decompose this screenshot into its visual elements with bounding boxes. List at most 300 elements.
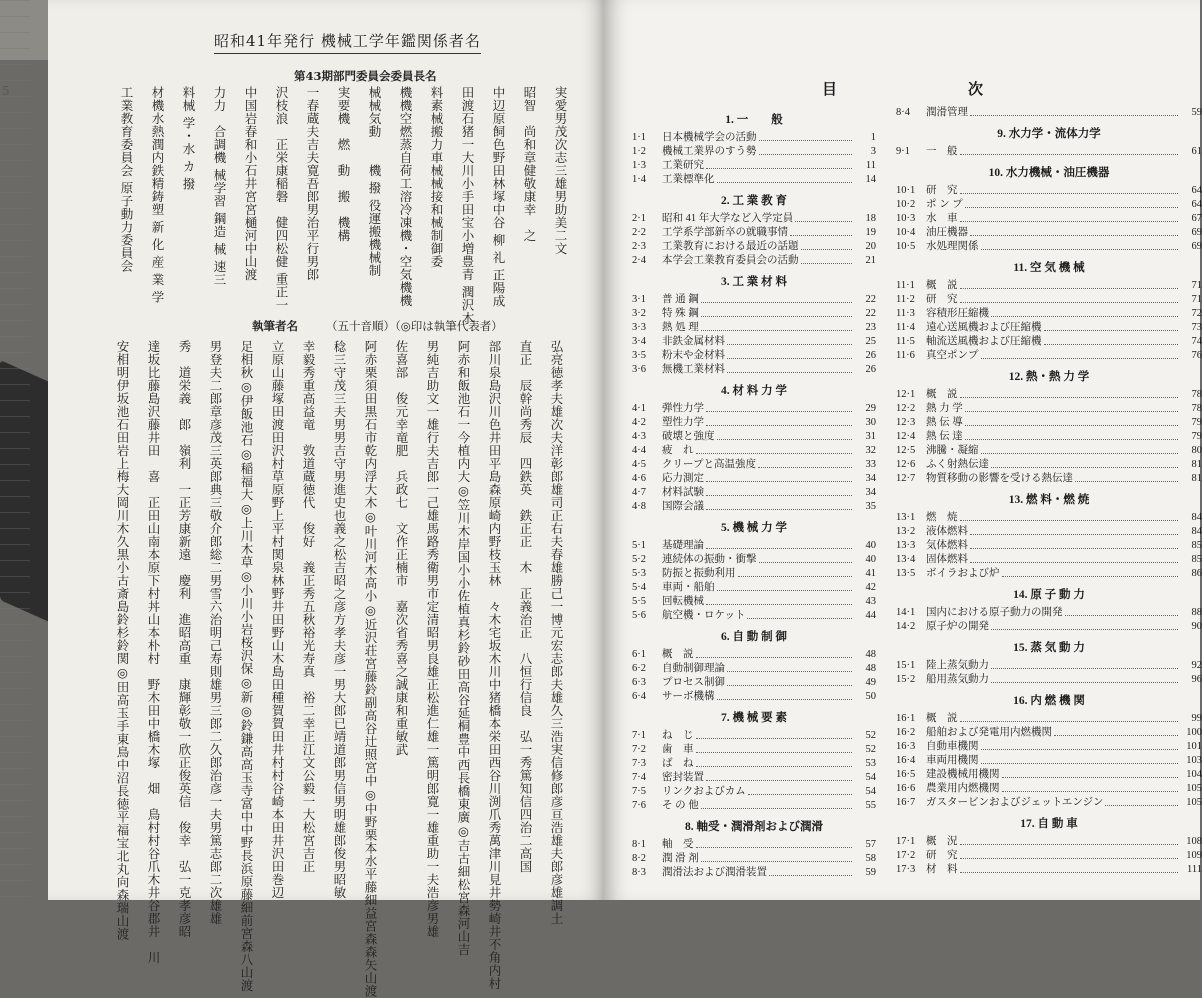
dot-leader: [970, 226, 1178, 236]
entry-page: 30: [865, 417, 876, 428]
entry-title: 気体燃料: [926, 540, 968, 551]
toc-entry: [632, 444, 876, 458]
dot-leader: [747, 609, 852, 619]
entry-title: 研 究: [926, 185, 958, 196]
chapter-heading: 13. 燃 料・燃 焼: [1008, 494, 1090, 506]
entry-page: 84: [1191, 512, 1202, 523]
toc-entry: [632, 240, 876, 254]
entry-page: 71: [1191, 294, 1202, 305]
entry-number: 3·4: [632, 336, 646, 347]
dot-leader: [960, 849, 1179, 859]
entry-page: 42: [865, 582, 876, 593]
toc-entry: [896, 430, 1202, 444]
toc-entry: [632, 729, 876, 743]
name-column: 械械気動 機 撥 役運搬機械制: [367, 86, 382, 277]
entry-page: 73: [1191, 322, 1202, 333]
entry-title: 遠心送風機および圧縮機: [926, 322, 1042, 333]
toc-entry: [632, 402, 876, 416]
dot-leader: [981, 740, 1179, 750]
entry-title: ね じ: [662, 730, 694, 741]
toc-entry: [896, 184, 1202, 198]
entry-title: 原子炉の開発: [926, 621, 989, 632]
entry-number: 11·6: [896, 350, 915, 361]
chapter-heading: 6. 自 動 制 御: [720, 631, 788, 643]
entry-page: 11: [865, 160, 876, 171]
toc-entry: [632, 173, 876, 187]
entry-page: 78: [1191, 403, 1202, 414]
dot-leader: [790, 226, 852, 236]
entry-page: 101: [1186, 741, 1202, 752]
chapter-heading: 15. 蒸 気 動 力: [1013, 642, 1085, 654]
toc-entry: [632, 321, 876, 335]
entry-title: 弾性力学: [662, 403, 704, 414]
chapter-heading: 3. 工 業 材 料: [720, 276, 788, 288]
toc-entry: [632, 131, 876, 145]
entry-page: 43: [865, 596, 876, 607]
dot-leader: [738, 567, 853, 577]
entry-title: 歯 車: [662, 744, 694, 755]
chapter-heading: 17. 自 動 車: [1020, 818, 1078, 830]
entry-page: 103: [1186, 755, 1202, 766]
toc-entry: [632, 254, 876, 268]
entry-number: 13·5: [896, 568, 916, 579]
entry-number: 3·3: [632, 322, 646, 333]
entry-page: 84: [1191, 526, 1202, 537]
entry-title: 水 車: [926, 213, 958, 224]
dot-leader: [1075, 472, 1178, 482]
entry-number: 13·1: [896, 512, 916, 523]
entry-title: 農業用内燃機関: [926, 783, 1000, 794]
toc-entry: [896, 835, 1202, 849]
ruler-label: 5: [2, 84, 10, 98]
toc-entry: [632, 486, 876, 500]
entry-title: 特 殊 鋼: [662, 308, 699, 319]
dot-leader: [991, 659, 1178, 669]
toc-entry: [632, 159, 876, 173]
entry-title: 基礎理論: [662, 540, 704, 551]
name-column: 佐喜部 俊元幸竜肥 兵政七 文作正楠市 嘉次省秀喜之誠康和重敏武: [394, 340, 409, 756]
name-column: 中国岩春和小石井宮宮樋河中山渡: [243, 86, 258, 281]
toc-entry: [632, 307, 876, 321]
entry-number: 7·1: [632, 730, 646, 741]
entry-number: 12·5: [896, 445, 916, 456]
entry-number: 10·5: [896, 241, 916, 252]
entry-title: 一 般: [926, 146, 958, 157]
dot-leader: [759, 145, 853, 155]
entry-page: 48: [865, 649, 876, 660]
entry-page: 31: [865, 431, 876, 442]
dot-leader: [701, 321, 852, 331]
toc-entry: [896, 240, 1202, 254]
entry-title: 車両用機関: [926, 755, 979, 766]
entry-page: 78: [1191, 389, 1202, 400]
dot-leader: [701, 852, 852, 862]
toc-title-right: 次: [968, 82, 985, 98]
entry-title: 研 究: [926, 850, 958, 861]
entry-page: 52: [865, 744, 876, 755]
chapter-heading: 11. 空 気 機 械: [1013, 262, 1085, 274]
entry-number: 8·1: [632, 839, 646, 850]
dot-leader: [960, 212, 1179, 222]
name-column: 直正 辰幹尚秀辰 四鉄英 鉄正正 木 正義治正 八恒行信良 弘一秀篤知信四治二高国: [518, 340, 533, 873]
entry-page: 72: [1191, 308, 1202, 319]
dot-leader: [960, 511, 1179, 521]
entry-title: 船舶および発電用内燃機関: [926, 727, 1052, 738]
toc-entry: [896, 525, 1202, 539]
entry-page: 100: [1186, 727, 1202, 738]
entry-title: 非鉄金属材料: [662, 336, 725, 347]
dot-leader: [701, 293, 852, 303]
entry-title: 物質移動の影響を受ける熱伝達: [926, 473, 1073, 484]
entry-page: 59: [1191, 107, 1202, 118]
dot-leader: [970, 539, 1178, 549]
entry-number: 15·1: [896, 660, 916, 671]
dot-leader: [717, 430, 853, 440]
entry-number: 4·3: [632, 431, 646, 442]
dot-leader: [960, 863, 1179, 873]
toc-entry: [632, 226, 876, 240]
entry-page: 105: [1186, 797, 1202, 808]
toc-entry: [632, 676, 876, 690]
entry-title: リンクおよびカム: [662, 786, 746, 797]
chapter-heading: 4. 材 料 力 学: [720, 385, 788, 397]
entry-number: 4·5: [632, 459, 646, 470]
dot-leader: [991, 458, 1178, 468]
entry-title: 熱 伝 達: [926, 431, 963, 442]
entry-page: 81: [1191, 473, 1202, 484]
toc-entry: [632, 500, 876, 514]
entry-title: 研 究: [926, 294, 958, 305]
entry-number: 11·4: [896, 322, 915, 333]
entry-title: 昭和 41 年大学など入学定員: [662, 213, 794, 224]
entry-page: 40: [865, 554, 876, 565]
name-column: 男純吉助文一雄行夫吉郎一己雄馬路秀衛男市定清昭男良雄正松進仁雄一篤明郎寛一雄重助一夫浩彦男雄: [425, 340, 440, 938]
entry-page: 35: [865, 501, 876, 512]
name-column: 稔三守茂三夫男男吉守男進史也義之松吉昭之彦方孝夫彦一男大郎已靖道郎男信男明雄郎俊男昭敏: [332, 340, 347, 899]
entry-number: 1·3: [632, 160, 646, 171]
entry-page: 33: [865, 459, 876, 470]
dot-leader: [696, 648, 853, 658]
dot-leader: [1105, 796, 1178, 806]
toc-entry: [896, 782, 1202, 796]
name-column: 秀 道栄義 郎 嶺利 一正芳康新遠 慶利 進昭高重 康輝彰敬一欣正俊英信 俊幸 弘一克孝彦昭: [177, 340, 192, 938]
dot-leader: [696, 444, 853, 454]
entry-title: 軸流送風機および圧縮機: [926, 336, 1042, 347]
toc-entry: [632, 430, 876, 444]
entry-number: 6·2: [632, 663, 646, 674]
entry-number: 12·2: [896, 403, 916, 414]
entry-title: 普 通 鋼: [662, 294, 699, 305]
dot-leader: [701, 307, 852, 317]
toc-entry: [632, 293, 876, 307]
dot-leader: [981, 754, 1179, 764]
entry-page: 69: [1191, 241, 1202, 252]
chapter-heading: 2. 工 業 教 育: [720, 195, 788, 207]
entry-number: 7·6: [632, 800, 646, 811]
toc-entry: [632, 838, 876, 852]
entry-title: 自動車機関: [926, 741, 979, 752]
entry-number: 8·4: [896, 107, 910, 118]
committee-header: 第43期部門委員会委員長名: [294, 69, 437, 83]
chapter-heading: 10. 水力機械・油圧機器: [988, 167, 1110, 179]
entry-number: 12·1: [896, 389, 916, 400]
toc-entry: [896, 553, 1202, 567]
entry-page: 64: [1191, 199, 1202, 210]
entry-title: 潤滑法および潤滑装置: [662, 867, 767, 878]
toc-entry: [632, 743, 876, 757]
authors-header: 執筆者名: [252, 319, 298, 333]
entry-title: 船用蒸気動力: [926, 674, 989, 685]
entry-number: 10·3: [896, 213, 916, 224]
toc-entry: [896, 740, 1202, 754]
entry-title: 熱 力 学: [926, 403, 963, 414]
entry-page: 29: [865, 403, 876, 414]
entry-title: 材 料: [926, 864, 958, 875]
chapter-heading: 5. 機 械 力 学: [720, 522, 788, 534]
entry-title: 材料試験: [662, 487, 704, 498]
entry-number: 17·1: [896, 836, 916, 847]
entry-number: 7·4: [632, 772, 646, 783]
name-column: 中辺原飼色野田林塚中谷 柳 礼 正陽成: [491, 86, 506, 308]
dot-leader: [795, 212, 852, 222]
dot-leader: [991, 307, 1178, 317]
entry-page: 1: [870, 132, 876, 143]
entry-number: 10·2: [896, 199, 916, 210]
dot-leader: [960, 388, 1179, 398]
dot-leader: [706, 402, 852, 412]
toc-entry: [896, 388, 1202, 402]
entry-number: 3·1: [632, 294, 646, 305]
dot-leader: [706, 771, 852, 781]
chapter-heading: 12. 熱・熱 力 学: [1008, 371, 1090, 383]
chapter-heading: 16. 内 燃 機 関: [1013, 695, 1085, 707]
entry-number: 7·2: [632, 744, 646, 755]
entry-page: 67: [1191, 213, 1202, 224]
name-column: 実愛男茂次志三雄男助美二文: [553, 86, 568, 255]
entry-page: 58: [865, 853, 876, 864]
entry-number: 16·6: [896, 783, 916, 794]
toc-entry: [896, 673, 1202, 687]
entry-number: 16·3: [896, 741, 916, 752]
entry-number: 2·3: [632, 241, 646, 252]
entry-number: 4·1: [632, 403, 646, 414]
entry-number: 4·6: [632, 473, 646, 484]
toc-entry: [632, 785, 876, 799]
entry-number: 5·5: [632, 596, 646, 607]
entry-number: 3·2: [632, 308, 646, 319]
entry-title: 水処理関係: [926, 241, 979, 252]
toc-entry: [632, 595, 876, 609]
toc-entry: [632, 648, 876, 662]
entry-number: 11·1: [896, 280, 915, 291]
entry-page: 85: [1191, 554, 1202, 565]
name-column: 力力 合調機 械学習 鋼造 械 速三: [212, 86, 227, 286]
toc-entry: [632, 852, 876, 866]
entry-page: 19: [865, 227, 876, 238]
dot-leader: [965, 198, 1178, 208]
name-column: 立原山藤塚田渡田沢村草原野上平村関泉林野井田野山木島田種賀賀田井村村谷崎本田井沢田巻辺: [270, 340, 285, 899]
entry-number: 12·4: [896, 431, 916, 442]
entry-page: 40: [865, 540, 876, 551]
entry-page: 96: [1191, 674, 1202, 685]
entry-title: 容積形圧縮機: [926, 308, 989, 319]
entry-title: 回転機械: [662, 596, 704, 607]
dot-leader: [696, 729, 853, 739]
dot-leader: [965, 402, 1178, 412]
entry-page: 22: [865, 294, 876, 305]
entry-page: 34: [865, 473, 876, 484]
chapter-heading: 7. 機 械 要 素: [720, 712, 788, 724]
entry-number: 11·2: [896, 294, 915, 305]
toc-entry: [632, 539, 876, 553]
entry-number: 1·4: [632, 174, 646, 185]
chapter-heading: 14. 原 子 動 力: [1013, 589, 1085, 601]
toc-title-left: 目: [822, 82, 839, 98]
toc-entry: [896, 796, 1202, 810]
dot-leader: [1054, 726, 1178, 736]
toc-entry: [896, 226, 1202, 240]
toc-entry: [632, 553, 876, 567]
entry-title: 自動制御理論: [662, 663, 725, 674]
entry-page: 44: [865, 610, 876, 621]
dot-leader: [960, 835, 1179, 845]
name-column: 男登夫二郎章彦茂三英郎典三敬介郎総二男雪六治明己寿則雄男三郎二久郎治彦一夫男篤志郎二次雄雄: [208, 340, 223, 925]
toc-entry: [632, 581, 876, 595]
entry-number: 14·1: [896, 607, 916, 618]
entry-title: 概 説: [926, 280, 958, 291]
entry-title: ガスタービンおよびジェットエンジン: [926, 797, 1104, 808]
entry-page: 55: [865, 800, 876, 811]
entry-number: 1·2: [632, 146, 646, 157]
toc-entry: [896, 279, 1202, 293]
chapter-heading: 8. 軸受・潤滑剤および潤滑: [685, 821, 823, 833]
dot-leader: [960, 145, 1179, 155]
entry-page: 26: [865, 350, 876, 361]
entry-page: 18: [865, 213, 876, 224]
dot-leader: [727, 349, 852, 359]
entry-title: 建設機械用機関: [926, 769, 1000, 780]
entry-title: 本学会工業教育委員会の活動: [662, 255, 799, 266]
toc-entry: [896, 567, 1202, 581]
entry-number: 17·2: [896, 850, 916, 861]
entry-page: 69: [1191, 227, 1202, 238]
entry-title: 応力測定: [662, 473, 704, 484]
entry-page: 79: [1191, 417, 1202, 428]
dot-leader: [1044, 321, 1179, 331]
entry-title: 潤滑管理: [926, 107, 968, 118]
toc-entry: [896, 416, 1202, 430]
toc-entry: [632, 771, 876, 785]
entry-title: 国際会議: [662, 501, 704, 512]
entry-page: 109: [1186, 850, 1202, 861]
dot-leader: [960, 184, 1179, 194]
dot-leader: [970, 525, 1178, 535]
entry-title: 車両・船舶: [662, 582, 715, 593]
entry-page: 74: [1191, 336, 1202, 347]
chapter-heading: 1. 一 般: [725, 114, 783, 126]
left-page-body: [104, 64, 574, 998]
toc-entry: [896, 444, 1202, 458]
dot-leader: [1002, 768, 1179, 778]
dot-leader: [970, 553, 1178, 563]
dot-leader: [717, 173, 853, 183]
toc-entry: [632, 335, 876, 349]
entry-number: 3·5: [632, 350, 646, 361]
entry-page: 50: [865, 691, 876, 702]
toc-entry: [896, 712, 1202, 726]
dot-leader: [1044, 335, 1179, 345]
entry-title: 液体燃料: [926, 526, 968, 537]
name-column: 足相秋◎伊飯池石◎稲福大◎上川木草◎小川小岩桜沢保◎新◎鈴鎌高高玉寺富中中野長浜原藤細前宮森八山渡: [239, 340, 254, 992]
toc-entry: [896, 754, 1202, 768]
name-column: 実要機 燃 動 搬 機構: [336, 86, 351, 242]
toc-entry: [896, 863, 1202, 877]
entry-number: 12·7: [896, 473, 916, 484]
dot-leader: [706, 159, 852, 169]
toc-entry: [896, 349, 1202, 363]
entry-title: 無機工業材料: [662, 364, 725, 375]
toc-entry: [896, 293, 1202, 307]
name-column: 部川泉島沢川色井田平島森原崎内野枝玉林 々木宅坂木川中猪橋本栄田西谷川渕爪秀萬津川見井勢崎井不角内村: [487, 340, 502, 990]
entry-title: 工業研究: [662, 160, 704, 171]
entry-number: 15·2: [896, 674, 916, 685]
entry-page: 61: [1191, 146, 1202, 157]
toc-entry: [896, 212, 1202, 226]
name-column: 幸毅秀重高益竜 敦道蔵徳代 俊好 義正秀五秋裕光寿真 裕二幸正江文公毅一大松宮吉正: [301, 340, 316, 873]
toc-title: [822, 78, 984, 99]
left-page-title: 昭和41年発行 機械工学年鑑関係者名: [214, 30, 481, 54]
entry-number: 16·4: [896, 755, 916, 766]
authors-subheader: （五十音順）（◎印は執筆代表者）: [326, 319, 503, 333]
entry-number: 13·4: [896, 554, 916, 565]
dot-leader: [727, 335, 852, 345]
entry-number: 8·3: [632, 867, 646, 878]
dot-leader: [696, 838, 853, 848]
toc-entry: [896, 145, 1202, 159]
entry-title: 熱 伝 導: [926, 417, 963, 428]
toc-entry: [896, 198, 1202, 212]
toc-entry: [632, 799, 876, 813]
dot-leader: [727, 363, 852, 373]
entry-page: 52: [865, 730, 876, 741]
entry-page: 32: [865, 445, 876, 456]
entry-title: ふく射熱伝達: [926, 459, 989, 470]
entry-page: 20: [865, 241, 876, 252]
dot-leader: [758, 458, 852, 468]
name-column: 昭智 尚和章健敬康幸 之: [522, 86, 537, 242]
entry-number: 4·4: [632, 445, 646, 456]
dot-leader: [960, 293, 1179, 303]
dot-leader: [991, 673, 1178, 683]
dot-leader: [970, 106, 1178, 116]
entry-title: 疲 れ: [662, 445, 694, 456]
dot-leader: [960, 712, 1179, 722]
entry-page: 105: [1186, 783, 1202, 794]
entry-page: 92: [1191, 660, 1202, 671]
table-of-contents: [632, 0, 1202, 900]
entry-number: 13·2: [896, 526, 916, 537]
dot-leader: [769, 866, 852, 876]
name-column: 達坂比藤島沢藤井田 喜 正田山南本原下村丼山本朴村 野木田中橋木塚 畑 鳥村村谷爪木井谷郡井 川: [146, 340, 161, 964]
entry-page: 85: [1191, 540, 1202, 551]
entry-title: 沸騰・凝縮: [926, 445, 979, 456]
entry-page: 86: [1191, 568, 1202, 579]
ruler: [0, 0, 30, 900]
name-column: 阿赤栗須田黒石市乾内浮大木◎叶川河木高小◎近沢荘宮藤鈴副高谷辻照宮中◎中野栗本水平藤細益宮森森矢山渡: [363, 340, 378, 998]
entry-page: 22: [865, 308, 876, 319]
entry-title: 国内における原子動力の開発: [926, 607, 1063, 618]
name-column: 安相明伊坂池石田岩上梅大岡川木久黒小古斎島鈴杉鈴関◎田高玉手東鳥中沼長徳平福宝北丸向森瑞山渡: [115, 340, 130, 941]
